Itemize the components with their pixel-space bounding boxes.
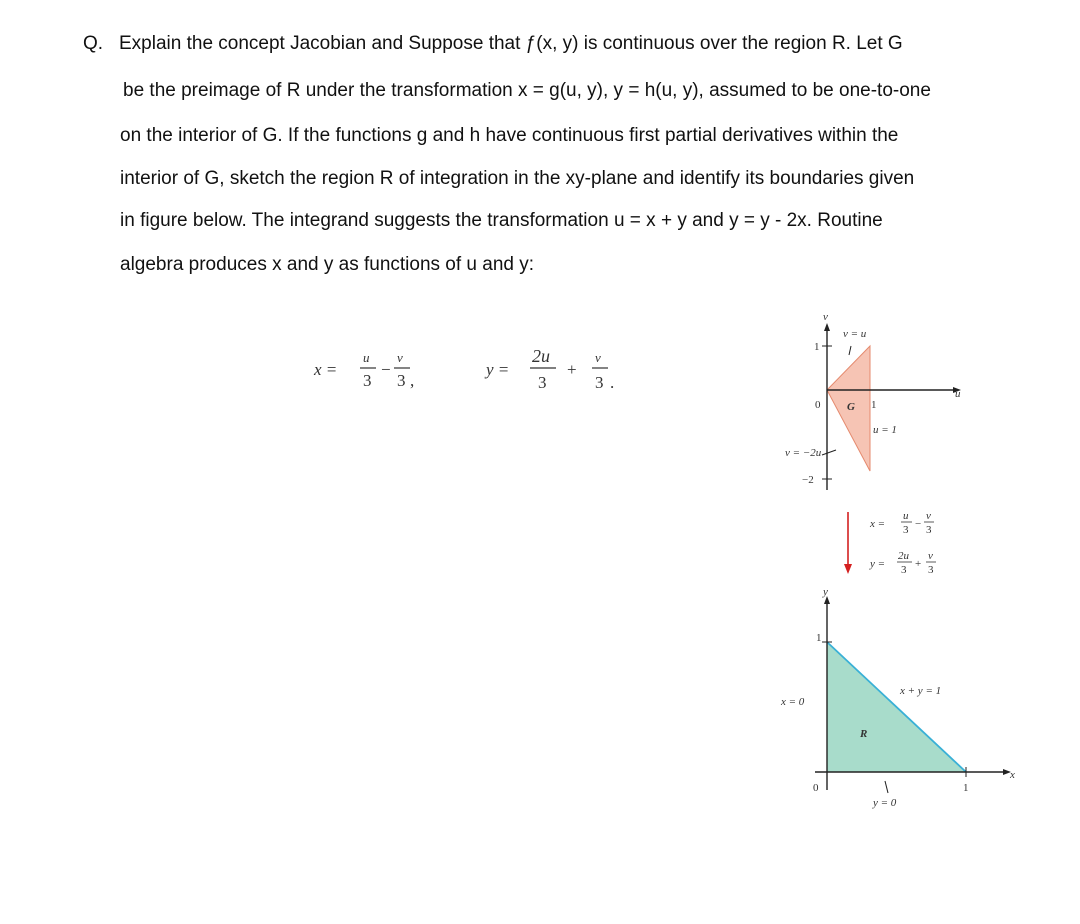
formula-x-op: − bbox=[381, 360, 391, 379]
transform-y-op: + bbox=[915, 558, 922, 570]
question-line-6: algebra produces x and y as functions of u and y: bbox=[120, 254, 535, 275]
formula-x-lhs: x = bbox=[314, 360, 338, 379]
leader-v-eq-neg2u bbox=[822, 450, 836, 455]
transform-x-n1: u bbox=[903, 510, 909, 522]
question-line-5: in figure below. The integrand suggests the transformation u = x + y and y = y - 2x. Routine bbox=[120, 210, 883, 231]
leader-v-eq-u bbox=[849, 346, 851, 355]
question-line-3: on the interior of G. If the functions g and h have continuous first partial derivatives within the bbox=[120, 125, 899, 146]
label-x-eq-0: x = 0 bbox=[781, 696, 805, 708]
formula-y-num1: 2u bbox=[532, 346, 550, 366]
v-axis-arrow-icon bbox=[824, 323, 830, 331]
transform-x-n2: v bbox=[926, 510, 931, 522]
transform-x-d1: 3 bbox=[903, 524, 909, 536]
question-line-2: be the preimage of R under the transformation x = g(u, y), y = h(u, y), assumed to be one-to-one bbox=[123, 80, 931, 101]
v-tick-neg2: −2 bbox=[802, 474, 814, 486]
u-axis-label: u bbox=[955, 388, 961, 400]
formula-y bbox=[484, 346, 614, 392]
formula-y-op: + bbox=[567, 360, 577, 379]
region-r-label: R bbox=[860, 728, 868, 740]
transform-x-lhs: x = bbox=[870, 518, 886, 530]
formula-x-num2: v bbox=[397, 350, 403, 365]
formula-x-end: , bbox=[410, 371, 415, 390]
origin-top: 0 bbox=[815, 399, 821, 411]
x-axis-label: x bbox=[1010, 769, 1015, 781]
formula-y-den1: 3 bbox=[538, 373, 547, 392]
figure-top bbox=[785, 311, 961, 490]
y-tick-1: 1 bbox=[816, 632, 822, 644]
transform-y-n1: 2u bbox=[898, 550, 909, 562]
formula-x bbox=[313, 350, 414, 390]
transform-y-n2: v bbox=[928, 550, 933, 562]
label-v-eq-u: v = u bbox=[843, 328, 867, 340]
origin-bottom: 0 bbox=[813, 782, 819, 794]
transform-x-op: − bbox=[915, 518, 922, 530]
label-u-eq-1: u = 1 bbox=[873, 424, 897, 436]
region-g-label: G bbox=[847, 401, 855, 413]
label-y-eq-0: y = 0 bbox=[873, 797, 897, 809]
formula-x-den1: 3 bbox=[363, 371, 372, 390]
question-line-1: Explain the concept Jacobian and Suppose that ƒ(x, y) is continuous over the region R. Let G bbox=[119, 33, 903, 54]
formula-y-lhs: y = bbox=[486, 360, 510, 379]
transform-y-d2: 3 bbox=[928, 564, 934, 576]
v-tick-1: 1 bbox=[814, 341, 820, 353]
transform-x-d2: 3 bbox=[926, 524, 932, 536]
leader-y-eq-0 bbox=[885, 781, 888, 793]
y-axis-label: y bbox=[823, 586, 828, 598]
formula-y-den2: 3 bbox=[595, 373, 604, 392]
question-line-4: interior of G, sketch the region R of integration in the xy-plane and identify its boundaries given bbox=[120, 168, 915, 189]
v-axis-label: v bbox=[823, 311, 828, 323]
question-label: Q. bbox=[83, 33, 104, 54]
formula-x-num1: u bbox=[363, 350, 370, 365]
transform-y-d1: 3 bbox=[901, 564, 907, 576]
transform-y-lhs: y = bbox=[870, 558, 886, 570]
figure-bottom bbox=[780, 586, 1015, 809]
u-tick-1: 1 bbox=[871, 399, 877, 411]
label-hyp: x + y = 1 bbox=[900, 685, 942, 697]
transform-arrow-head-icon bbox=[844, 564, 852, 574]
formula-y-num2: v bbox=[595, 350, 601, 365]
x-tick-1: 1 bbox=[963, 782, 969, 794]
formula-y-end: . bbox=[610, 373, 615, 392]
label-v-eq-neg2u: v = −2u bbox=[785, 447, 822, 459]
transform-block bbox=[844, 510, 936, 576]
formula-x-den2: 3 bbox=[397, 371, 406, 390]
